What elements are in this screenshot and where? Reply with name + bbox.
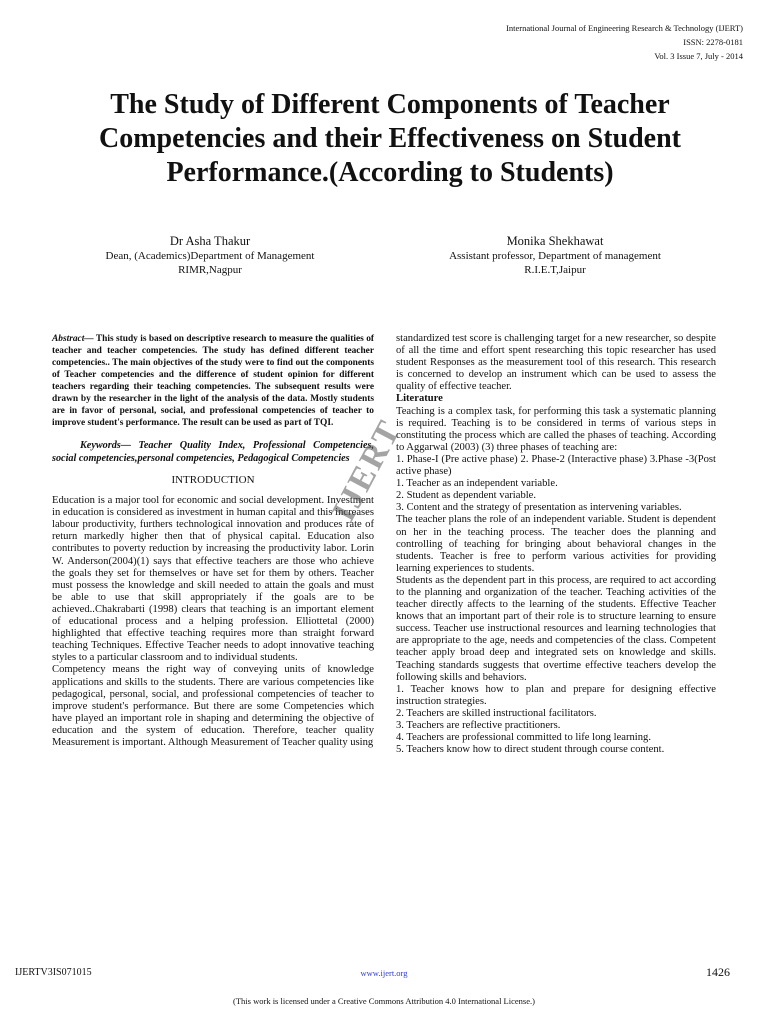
- left-column: [52, 333, 374, 749]
- section-heading-literature: Literature: [396, 393, 443, 405]
- volume-issue: Vol. 3 Issue 7, July - 2014: [654, 51, 743, 61]
- author-name: Dr Asha Thakur: [169, 234, 251, 248]
- journal-header: [383, 21, 743, 63]
- list-item: 2. Student as dependent variable.: [396, 490, 537, 502]
- paper-id: IJERTV3IS071015: [15, 967, 92, 978]
- author-affiliation: Assistant professor, Department of management: [449, 250, 661, 262]
- list-item: 2. Teachers are skilled instructional facilitators.: [396, 707, 597, 719]
- keywords: Keywords— Teacher Quality Index, Professional Competencies, social competencies,personal competencies, Pedagogical Competencies: [52, 440, 374, 464]
- right-column: [396, 333, 716, 756]
- body-paragraph: Teaching is a complex task, for performing this task a systematic planning is required. Teaching is to be considered in terms of various steps in constituting the process which are called the phases of teaching. According to Aggarwal (2003) (3) three phases of teaching are:: [396, 405, 716, 453]
- list-item: 5. Teachers know how to direct student through course content.: [396, 744, 665, 756]
- journal-name: International Journal of Engineering Research & Technology (IJERT): [506, 23, 743, 33]
- body-paragraph: standardized test score is challenging target for a new researcher, so despite of all the time and effort spent researching this topic researcher has used student Responses as the measurement tool of this research. This research is concerned to develop an instrument which can be used to assess the quality of effective teacher.: [396, 333, 717, 393]
- list-item: 4. Teachers are professional committed to life long learning.: [396, 732, 651, 744]
- list-item: 1. Teacher as an independent variable.: [396, 478, 558, 490]
- body-paragraph: The teacher plans the role of an independent variable. Student is dependent on her in the teaching process. The teacher does the planning and controlling of teaching for bringing about behavioral changes in the students. Teacher is free to perform various activities for providing learning experiences to students.: [396, 514, 716, 574]
- page-number: 1426: [706, 965, 730, 979]
- body-paragraph: Competency means the right way of conveying units of knowledge applications and skills to the students. There are various competencies like pedagogical, personal, social, and professional competencies of teacher to improve student's performance. But there are some Competencies which have played an important role in shaping and determining the objective of education and the system of education. Therefore, teacher quality Measurement is important. Although Measurement of Teacher quality using: [52, 664, 374, 748]
- license-note: (This work is licensed under a Creative Commons Attribution 4.0 International License.): [233, 996, 535, 1006]
- body-paragraph: Students as the dependent part in this process, are required to act according to the planning and organization of the teacher. Teaching activities of the teacher directly affects to the learning of the students. Effective Teacher knows that an important part of their role is to structure learning to ensure success. Teacher use instructional resources and learning technologies that are appropriate to the age, needs and competencies of the class. Competent teacher apply broad deep and integrated sets on knowledge and skills. Teaching standards suggests that overtime effective teachers develop the following skills and behaviors.: [396, 574, 716, 683]
- journal-url-link[interactable]: www.ijert.org: [360, 968, 408, 978]
- abstract-label: Abstract—: [52, 334, 94, 344]
- author-block-2: [405, 234, 705, 277]
- issn: ISSN: 2278-0181: [683, 37, 743, 47]
- author-location: R.I.E.T,Jaipur: [524, 264, 586, 276]
- author-block-1: [70, 234, 350, 277]
- body-paragraph: Education is a major tool for economic and social development. Investment in education is considered as investment in human capital and this increases labour productivity, furthers technological innovation and produces rate of return markedly higher then that of physical capital. Education also contributes to poverty reduction by increasing the productivity labor. Lorin W. Anderson(2004)(1) says that effective teachers are those who achieve the goals they set for themselves or have set for them by others. Teacher must possess the knowledge and skill needed to attain the goals and must be able to use that skill appropriately if the goals are to be achieved..Chakrabarti (1998) clears that teaching is an important element of educational process and a helping profession. Elliottetal (2000) highlighted that effective teaching requires more than straight forward teaching Techniques. Effective Teacher needs to adopt innovative teaching styles to a particular classroom and to individual students.: [52, 495, 374, 664]
- watermark: IJERT: [325, 413, 409, 528]
- list-item: 3. Content and the strategy of presentation as intervening variables.: [396, 502, 682, 514]
- section-heading-introduction: INTRODUCTION: [171, 474, 255, 486]
- body-paragraph: 1. Phase-I (Pre active phase) 2. Phase-2 (Interactive phase) 3.Phase -3(Post active phase): [396, 453, 716, 478]
- paper-title: The Study of Different Components of Teacher Competencies and their Effectiveness on Student Performance.(According to Students): [98, 89, 681, 188]
- abstract-text: This study is based on descriptive research to measure the qualities of teacher and teacher competencies. The study has defined different teacher competencies.. The main objectives of the study were to find out the components of Teacher competencies and the difference of student opinion for different teachers regarding their teaching competencies. The subsequent results were drawn by the researcher in the light of the analysis of the data. Mostly students are in favor of personal, social, and professional competencies of teacher to improve student's performance. The result can be used as part of TQI.: [52, 334, 374, 428]
- author-affiliation: Dean, (Academics)Department of Management: [105, 250, 315, 262]
- author-name: Monika Shekhawat: [506, 234, 604, 248]
- list-item: 1. Teacher knows how to plan and prepare for designing effective instruction strategies.: [396, 683, 716, 707]
- abstract: [52, 333, 374, 429]
- author-location: RIMR,Nagpur: [178, 264, 242, 276]
- list-item: 3. Teachers are reflective practitioners.: [396, 720, 561, 731]
